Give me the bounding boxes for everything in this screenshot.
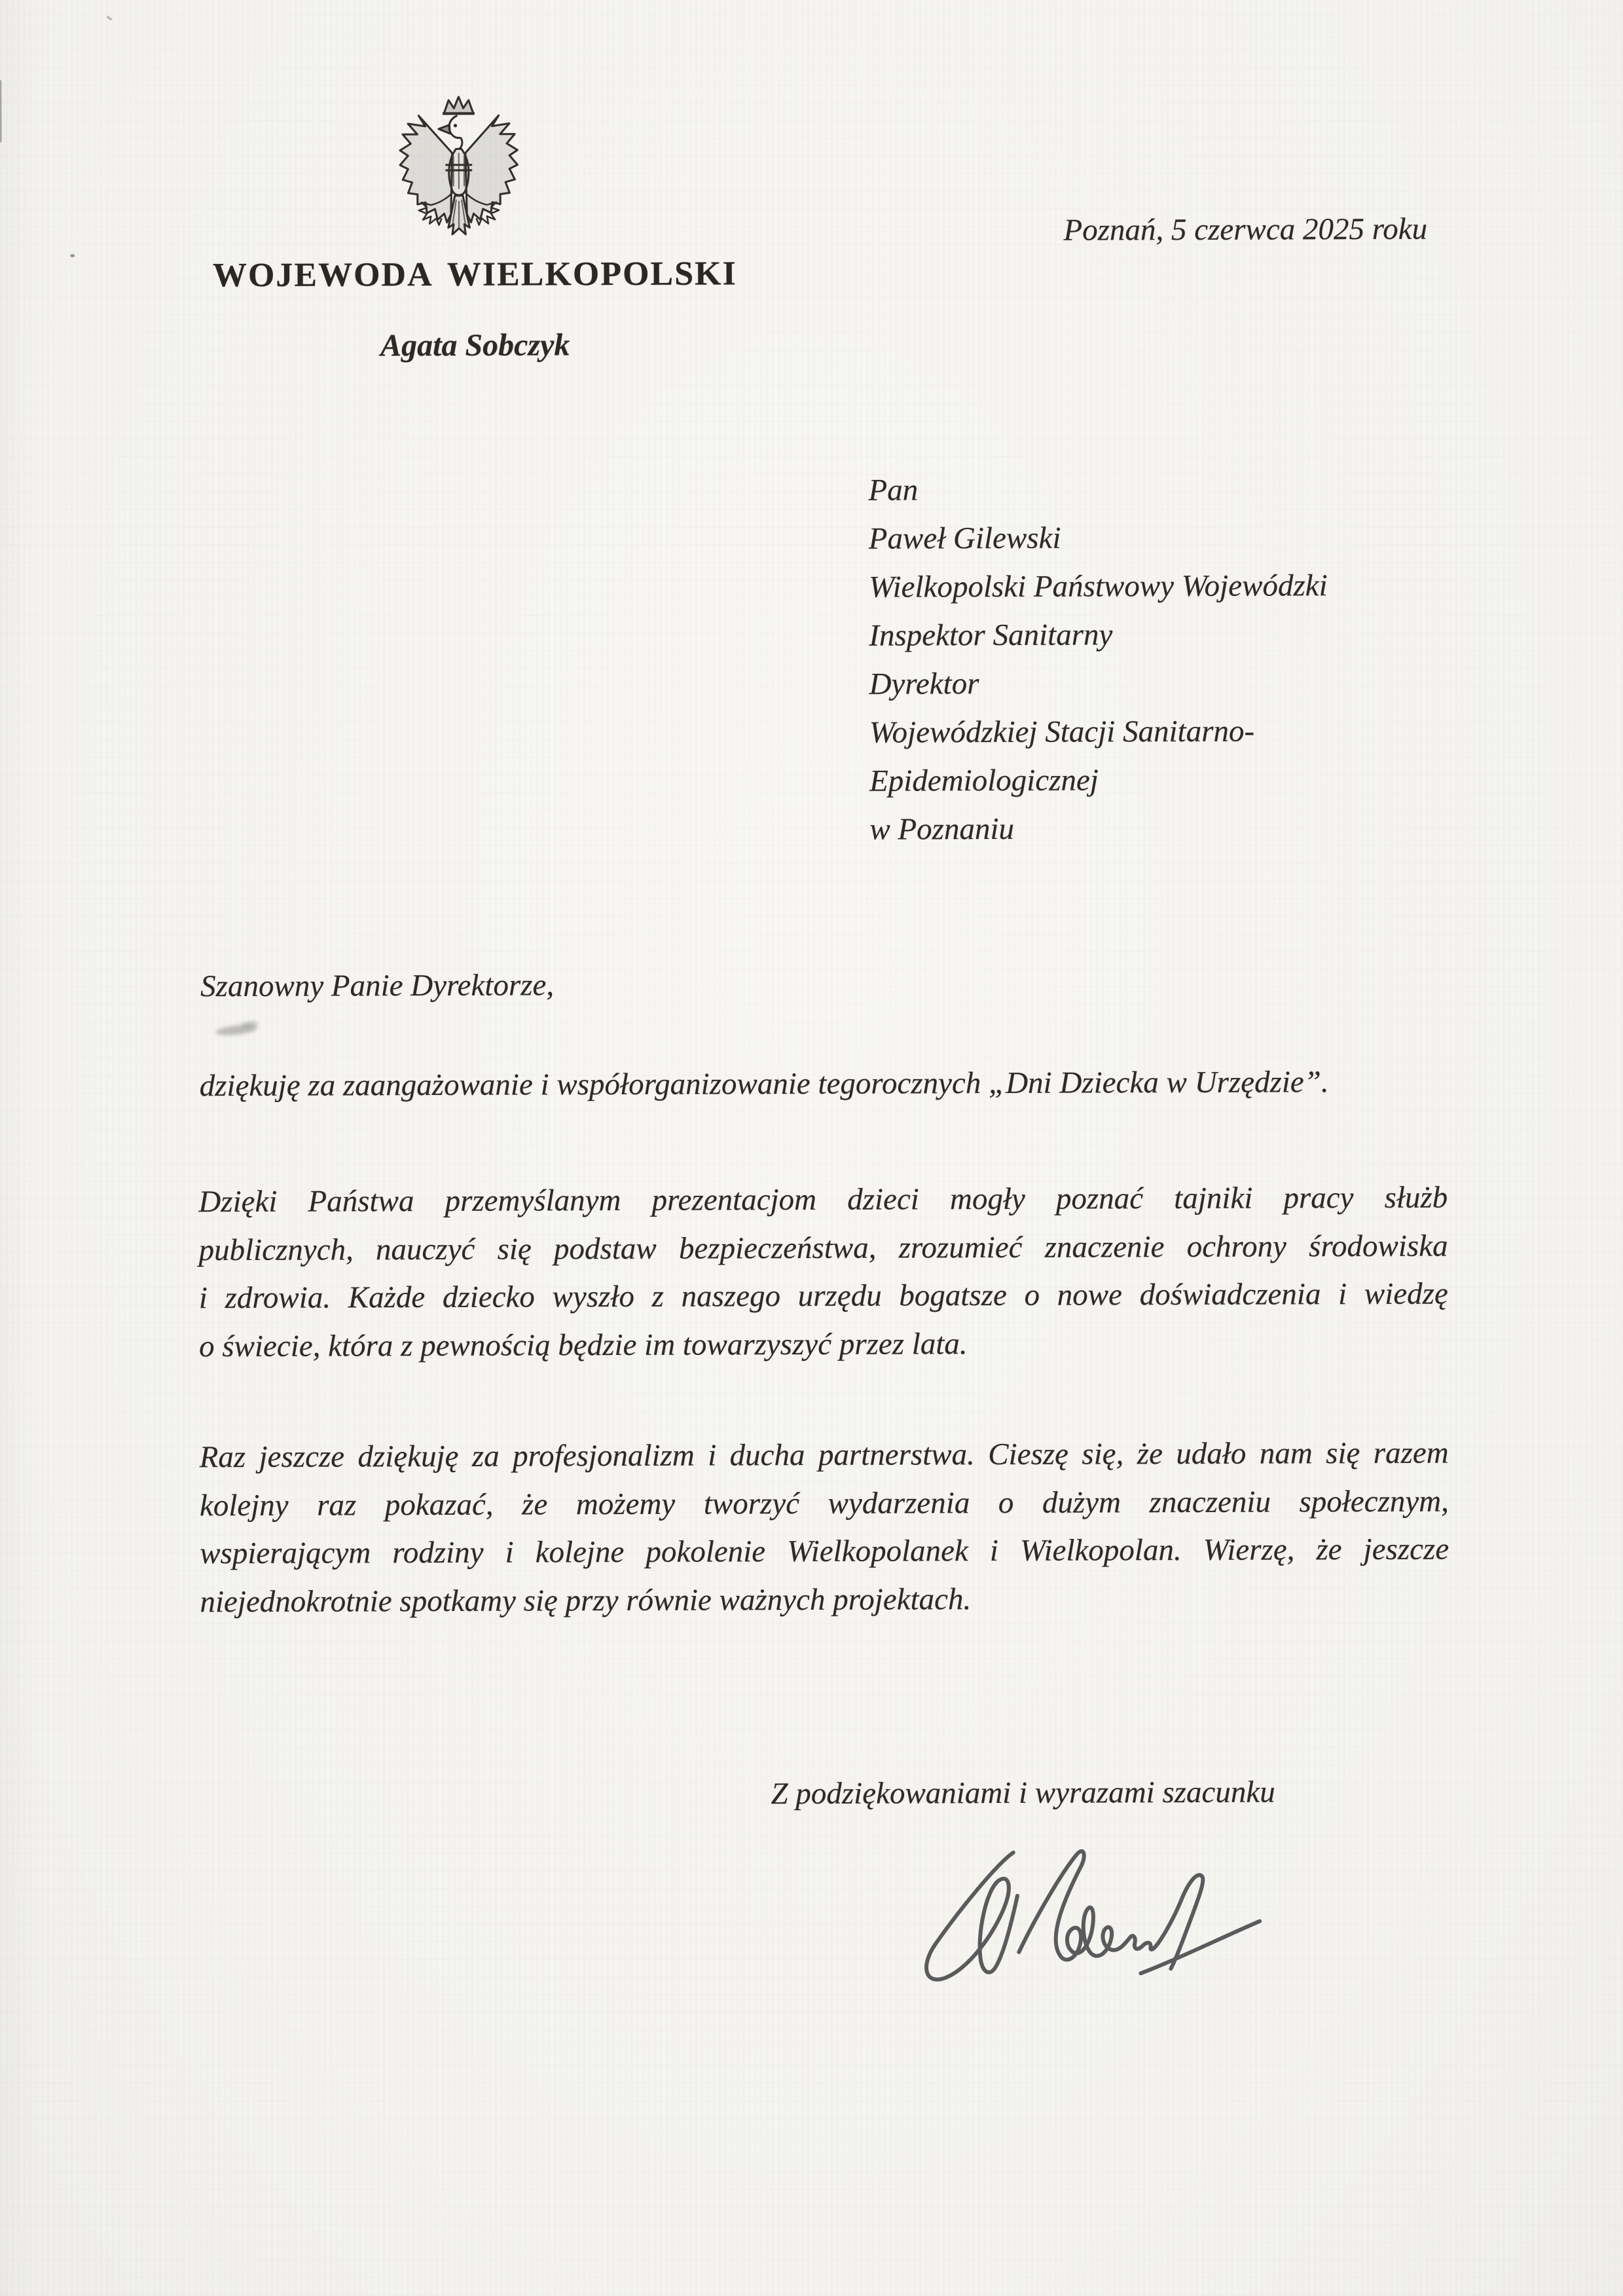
sender-name: Agata Sobczyk: [380, 327, 570, 363]
recipient-line: Paweł Gilewski: [868, 521, 1061, 556]
body-paragraph-2: [200, 1430, 1450, 1627]
paragraph-line: o świecie, która z pewnością będzie im towarzyszyć przez lata.: [198, 1326, 968, 1363]
sender-office-title: WOJEWODA WIELKOPOLSKI: [212, 255, 737, 295]
paragraph-line: wspierającym rodziny i kolejne pokolenie Wielkopolanek i Wielkopolan. Wierzę, że jeszcze: [200, 1532, 1450, 1571]
paragraph-line: Raz jeszcze dziękuję za profesjonalizm i ducha partnerstwa. Cieszę się, że udało nam się razem: [199, 1435, 1449, 1475]
scan-artifact-edge-line: [0, 80, 2, 142]
handwritten-signature: [914, 1840, 1271, 2002]
recipient-line: Epidemiologicznej: [869, 763, 1099, 798]
recipient-line: Pan: [868, 473, 919, 508]
paragraph-line: niejednokrotnie spotkamy się przy równie ważnych projektach.: [200, 1582, 972, 1619]
recipient-block: [868, 464, 1459, 854]
scan-artifact-speck: [106, 15, 113, 21]
paragraph-line: Dzięki Państwa przemyślanym prezentacjom dzieci mogły poznać tajniki pracy służb: [198, 1180, 1448, 1219]
recipient-line: w Poznaniu: [869, 811, 1015, 847]
recipient-line: Inspektor Sanitarny: [869, 618, 1113, 653]
pencil-smudge: [215, 1024, 258, 1037]
salutation: Szanowny Panie Dyrektorze,: [200, 968, 555, 1004]
dateline: Poznań, 5 czerwca 2025 roku: [1063, 212, 1428, 248]
paragraph-line: publicznych, nauczyć się podstaw bezpieczeństwa, zrozumieć znaczenie ochrony środowiska: [198, 1229, 1448, 1267]
paragraph-line: kolejny raz pokazać, że możemy tworzyć wydarzenia o dużym znaczeniu społecznym,: [199, 1484, 1449, 1523]
paragraph-line: i zdrowia. Każde dziecko wyszło z naszego urzędu bogatsze o nowe doświadczenia i wiedzę: [198, 1276, 1448, 1316]
body-paragraph-1: [198, 1174, 1448, 1371]
intro-line: dziękuję za zaangażowanie i współorganizowanie tegorocznych „Dni Dziecka w Urzędzie”.: [199, 1065, 1329, 1103]
scan-artifact-speck: [70, 254, 75, 257]
recipient-line: Dyrektor: [869, 667, 979, 701]
closing-phrase: Z podziękowaniami i wyrazami szacunku: [771, 1775, 1275, 1811]
recipient-line: Wielkopolski Państwowy Wojewódzki: [868, 568, 1328, 604]
recipient-line: Wojewódzkiej Stacji Sanitarno-: [869, 714, 1255, 750]
polish-eagle-emblem-icon: [397, 96, 520, 238]
